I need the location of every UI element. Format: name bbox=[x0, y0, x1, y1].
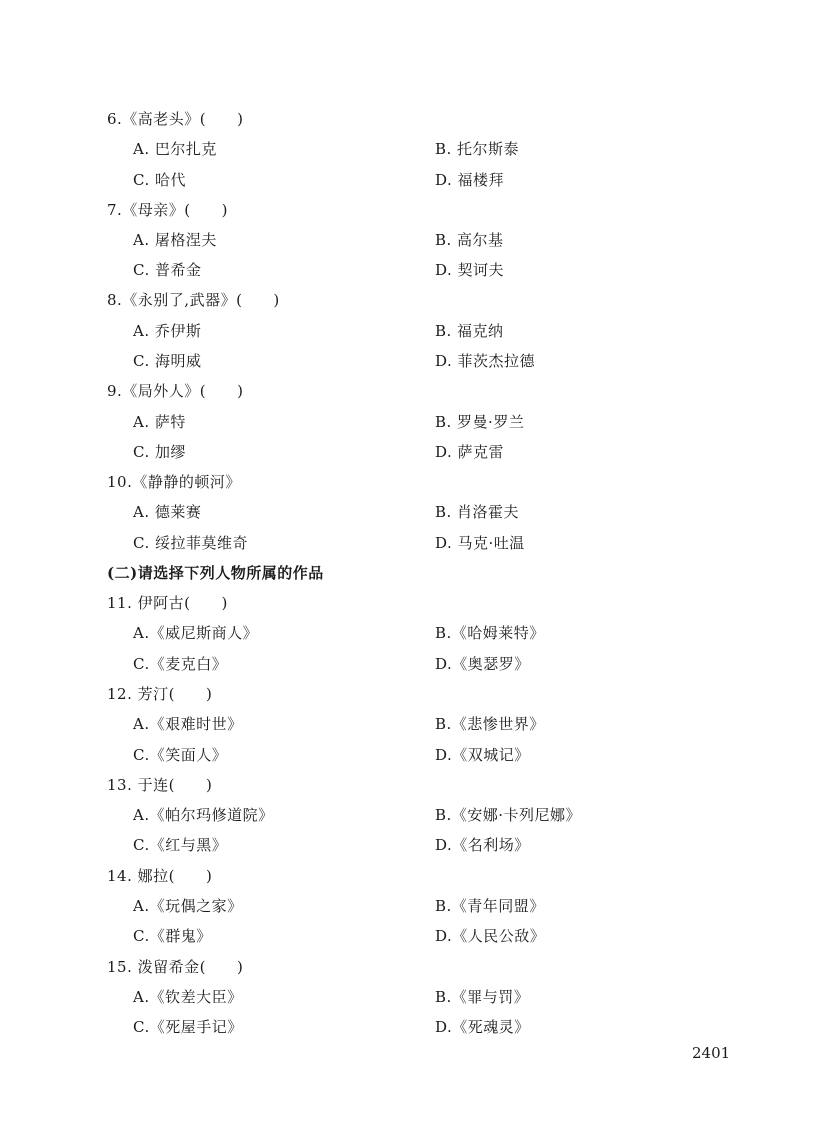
question-stem: 9.《局外人》( ) bbox=[107, 382, 244, 400]
option-d: D.《人民公敌》 bbox=[435, 927, 546, 945]
option-b: B.《悲惨世界》 bbox=[435, 715, 545, 733]
option-c: C. 普希金 bbox=[133, 261, 202, 279]
option-c: C.《麦克白》 bbox=[133, 655, 228, 673]
option-b: B.《罪与罚》 bbox=[435, 988, 530, 1006]
option-a: A. 萨特 bbox=[133, 413, 186, 431]
option-c: C. 加缪 bbox=[133, 443, 186, 461]
option-a: A. 德莱赛 bbox=[133, 503, 202, 521]
option-a: A.《帕尔玛修道院》 bbox=[133, 806, 274, 824]
option-c: C.《红与黑》 bbox=[133, 836, 228, 854]
question-stem: 12. 芳汀( ) bbox=[107, 685, 213, 703]
question-stem: 15. 泼留希金( ) bbox=[107, 958, 244, 976]
page-number: 2401 bbox=[692, 1044, 731, 1062]
option-d: D.《奥瑟罗》 bbox=[435, 655, 530, 673]
option-d: D.《死魂灵》 bbox=[435, 1018, 530, 1036]
option-c: C.《群鬼》 bbox=[133, 927, 212, 945]
option-c: C. 海明威 bbox=[133, 352, 202, 370]
option-a: A.《钦差大臣》 bbox=[133, 988, 243, 1006]
option-d: D. 萨克雷 bbox=[435, 443, 505, 461]
option-a: A. 巴尔扎克 bbox=[133, 140, 217, 158]
option-d: D. 福楼拜 bbox=[435, 171, 505, 189]
option-d: D.《名利场》 bbox=[435, 836, 530, 854]
option-d: D. 契诃夫 bbox=[435, 261, 505, 279]
option-a: A. 乔伊斯 bbox=[133, 322, 202, 340]
question-stem: 10.《静静的顿河》 bbox=[107, 473, 241, 491]
option-c: C.《笑面人》 bbox=[133, 746, 228, 764]
option-b: B.《青年同盟》 bbox=[435, 897, 545, 915]
option-a: A. 屠格涅夫 bbox=[133, 231, 217, 249]
option-d: D.《双城记》 bbox=[435, 746, 530, 764]
option-b: B. 福克纳 bbox=[435, 322, 504, 340]
question-stem: 6.《高老头》( ) bbox=[107, 110, 244, 128]
option-c: C. 哈代 bbox=[133, 171, 186, 189]
option-a: A.《艰难时世》 bbox=[133, 715, 243, 733]
question-stem: 8.《永别了,武器》( ) bbox=[107, 291, 280, 309]
option-a: A.《玩偶之家》 bbox=[133, 897, 243, 915]
option-d: D. 菲茨杰拉德 bbox=[435, 352, 536, 370]
question-stem: 13. 于连( ) bbox=[107, 776, 213, 794]
option-d: D. 马克·吐温 bbox=[435, 534, 525, 552]
question-stem: 11. 伊阿古( ) bbox=[107, 594, 228, 612]
option-b: B. 罗曼·罗兰 bbox=[435, 413, 525, 431]
option-c: C. 绥拉菲莫维奇 bbox=[133, 534, 248, 552]
option-b: B.《安娜·卡列尼娜》 bbox=[435, 806, 582, 824]
option-b: B. 托尔斯泰 bbox=[435, 140, 520, 158]
question-stem: 7.《母亲》( ) bbox=[107, 201, 229, 219]
option-a: A.《威尼斯商人》 bbox=[133, 624, 259, 642]
question-stem: 14. 娜拉( ) bbox=[107, 867, 213, 885]
option-b: B. 肖洛霍夫 bbox=[435, 503, 520, 521]
section-heading: (二)请选择下列人物所属的作品 bbox=[107, 564, 324, 582]
option-b: B. 高尔基 bbox=[435, 231, 504, 249]
option-c: C.《死屋手记》 bbox=[133, 1018, 243, 1036]
option-b: B.《哈姆莱特》 bbox=[435, 624, 545, 642]
